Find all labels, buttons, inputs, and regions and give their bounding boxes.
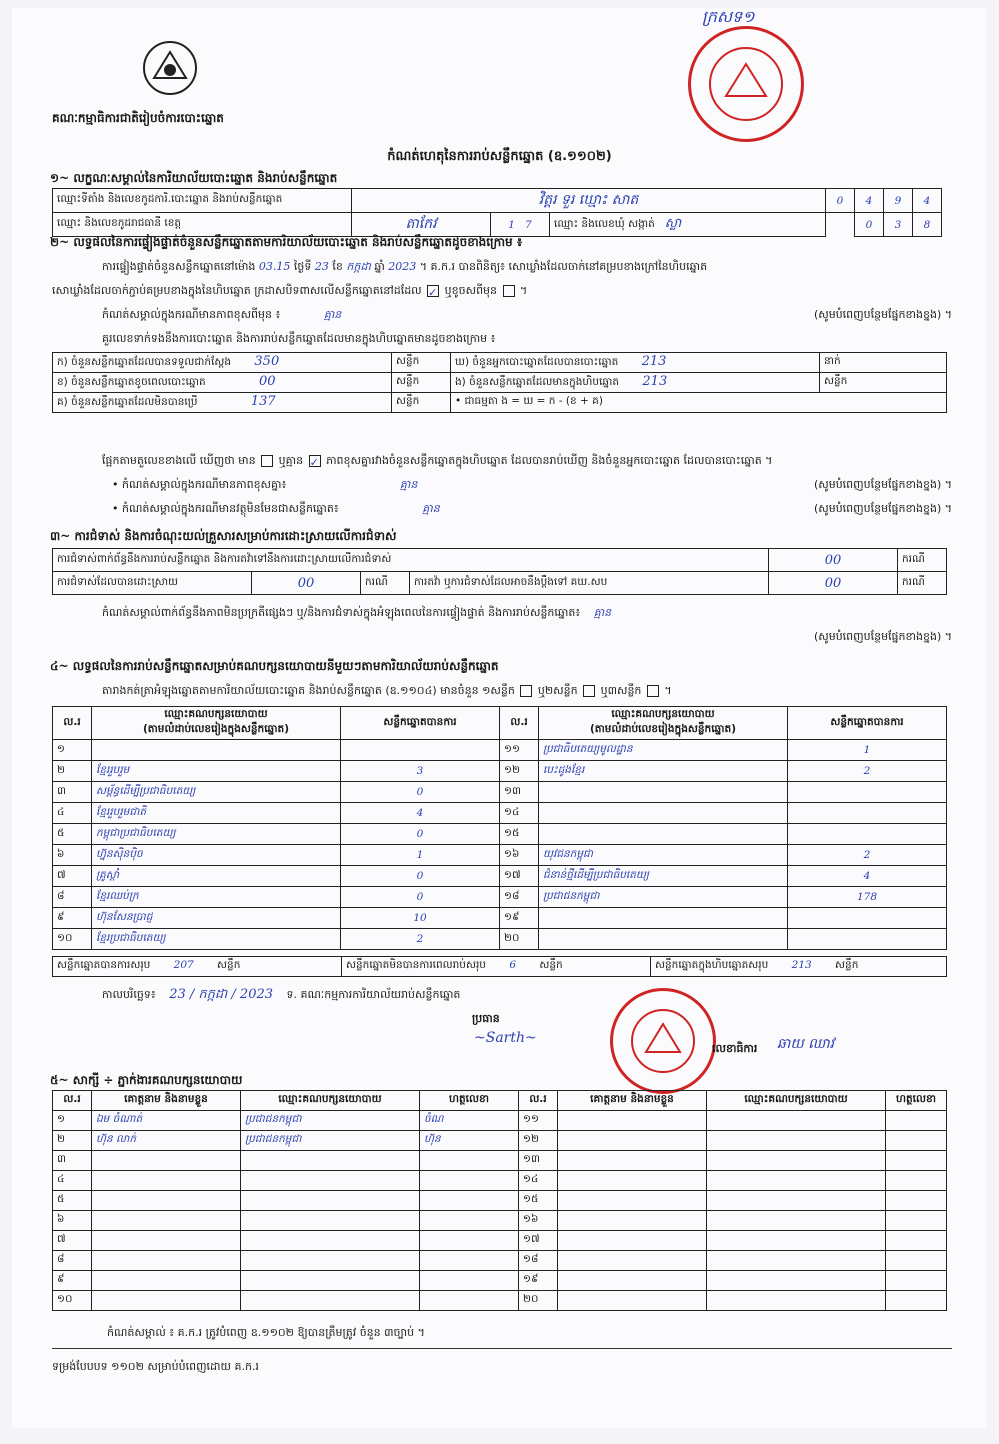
figure-b-label: ខ) ចំនួនសន្លឹកឆ្នោតខូចពេលបោះឆ្នោត [57,376,206,388]
party-name: ខ្មែរឈប់ក្រ [92,887,341,908]
figure-d-label: ឃ) ចំនួនអ្នកបោះឆ្នោតដែលបានបោះឆ្នោត [455,356,619,368]
col-no: ល.រ [519,1091,558,1111]
row-number: ៩ [53,908,92,929]
vote-count: 4 [788,866,947,887]
section-1-table [52,188,942,237]
section-1-heading: ១~ លក្ខណៈសម្គាល់នៃការិយាល័យបោះឆ្នោត និងរាប់សន្លឹកឆ្នោត [50,171,338,185]
secretary-label: លេខាធិការ [712,1042,758,1055]
case-unit: ករណី [361,572,410,595]
row-number: ២០ [519,1291,558,1311]
witness-party [241,1171,420,1191]
witness-party [707,1211,886,1231]
fill-note: (សូមបំពេញបន្ថែមផ្នែកខាងខ្នង) ។ [813,478,952,491]
bullet-note-1: • កំណត់សម្គាល់ក្នុងករណីមានភាពខុសគ្នា៖ គ្មាន (សូមបំពេញបន្ថែមផ្នែកខាងខ្នង) ។ [112,478,962,494]
witness-party [707,1171,886,1191]
vote-count: 10 [341,908,500,929]
figure-c-label: គ) ចំនួនសន្លឹកឆ្នោតដែលមិនបានប្រើ [57,396,198,408]
form-note: ទម្រង់បែបបទ ១១០២ សម្រាប់បំពេញដោយ គ.ក.រ [52,1360,259,1373]
checkbox-one-sheet[interactable] [520,685,532,697]
col-no: ល.រ [53,707,92,740]
verify-month: កក្កដា [346,260,371,273]
witness-party [241,1291,420,1311]
witness-party [241,1271,420,1291]
vote-count: 0 [341,866,500,887]
witness-party [707,1291,886,1311]
witness-name [558,1271,707,1291]
location-code-digit: 4 [913,189,942,213]
table-row [53,929,947,950]
col-no: ល.រ [53,1091,92,1111]
verification-line-1: ការផ្ទៀងផ្ទាត់ចំនួនសន្លឹកឆ្នោតនៅម៉ោង 03.15 ថ្ងៃទី 23 ខែ កក្កដា ឆ្នាំ 2023 ។ គ.ក.រ បានពិនិត្យ៖ សោឃ្លាំងដែលចាក់នៅគម្របខាងក្រៅនៃហិបឆ្នោត [102,260,708,273]
witness-name [92,1211,241,1231]
witness-signature [886,1251,947,1271]
form-page [12,8,987,1428]
checkbox-two-sheets[interactable] [583,685,595,697]
witness-party [241,1191,420,1211]
complaint-row-2b-label: ការតវ៉ា ឬការជំទាស់ដែលអាចនឹងប្តឹងទៅ គឃ.សប [410,572,769,595]
witness-name [92,1231,241,1251]
witness-signature [886,1151,947,1171]
party-name [539,824,788,845]
unit-label: សន្លឹក [392,373,451,393]
witness-party [241,1231,420,1251]
col-name: គោត្តនាម និងនាមខ្លួន [558,1091,707,1111]
commune-label: ឈ្មោះ និងលេខឃុំ សង្កាត់ [554,218,655,230]
witness-name [558,1191,707,1211]
discrepancy-line: ផ្អែកតាមតួលេខខាងលើ ឃើញថា មាន ឬគ្មាន ✓ ភាពខុសគ្នារវាងចំនួនសន្លឹកឆ្នោតក្នុងហិបឆ្នោត ដែលបានរាប់ឃើញ និងចំនួនអ្នកបោះឆ្នោត ដែលបានបោះឆ្នោត ។ [102,454,773,469]
vote-count: 1 [341,845,500,866]
row-number: ១៩ [500,908,539,929]
row-number: ១២ [500,761,539,782]
witness-name [558,1291,707,1311]
witness-name: ឯម ចំណាត់ [92,1111,241,1131]
witness-name [92,1291,241,1311]
row-number: ១៩ [519,1271,558,1291]
vote-count: 2 [788,761,947,782]
row-number: ១០ [53,1291,92,1311]
party-name: ខ្មែររួបរួមជាតិ [92,803,341,824]
witness-signature [886,1271,947,1291]
complaint-row-2-label: ការជំទាស់ដែលបានដោះស្រាយ [53,572,252,595]
row-number: ១១ [500,740,539,761]
col-name: គោត្តនាម និងនាមខ្លួន [92,1091,241,1111]
fill-note: (សូមបំពេញបន្ថែមផ្នែកខាងខ្នង) ។ [813,502,952,515]
row-number: ១៥ [500,824,539,845]
table-row [53,887,947,908]
party-name [539,803,788,824]
row-number: ២០ [500,929,539,950]
vote-count [788,782,947,803]
checkbox-changed[interactable] [503,285,515,297]
row-number: ៤ [53,1171,92,1191]
location-code-digit: 4 [855,189,884,213]
commune-code-digit: 3 [884,213,913,237]
party-name: ប្រជាជនកម្ពុជា [539,887,788,908]
footer-divider [52,1348,952,1349]
complaint-row-2b-value: 00 [769,572,898,595]
table-row [53,824,947,845]
witness-signature [420,1291,519,1311]
witness-table [52,1090,947,1311]
official-stamp-bottom [610,988,716,1094]
checkbox-has-discrepancy[interactable] [261,455,273,467]
ballot-figures-table [52,352,947,413]
figure-a-label: ក) ចំនួនសន្លឹកឆ្នោតដែលបានទទួលជាក់ស្តែង [57,356,232,368]
witness-name [92,1271,241,1291]
irregularity-note: កំណត់សម្គាល់ពាក់ព័ន្ធនឹងភាពមិនប្រក្រតីផ្សេងៗ ឬ/និងការជំទាស់ក្នុងអំឡុងពេលនៃការផ្ទៀងផ្ទាត់ និងការរាប់សន្លឹកឆ្នោត៖ គ្មាន [102,606,612,619]
total-in-box: 213 [791,959,812,971]
location-code-digit: 0 [826,189,855,213]
col-party: ឈ្មោះគណបក្សនយោបាយ [241,1091,420,1111]
province-value: តាកែវ [352,213,491,237]
party-name [539,908,788,929]
unit-label: នាក់ [820,353,947,373]
row-number: ១៤ [519,1171,558,1191]
verify-day: 23 [314,260,329,273]
table-row [53,1271,947,1291]
col-no: ល.រ [500,707,539,740]
row-number: ១៥ [519,1191,558,1211]
party-results-table [52,706,947,950]
tally-sheet-line: តារាងកត់ត្រាអំឡុងឆ្នោតតាមការិយាល័យបោះឆ្នោត និងរាប់សន្លឹកឆ្នោត (ឧ.១១០៤) មានចំនួន ១សន្លឹក ឬ២សន្លឹក ឬ៣សន្លឹក ។ [102,684,672,697]
table-row [53,1291,947,1311]
figure-b-value: 00 [259,374,276,389]
vote-count: 4 [341,803,500,824]
witness-name [558,1131,707,1151]
witness-signature [886,1211,947,1231]
formula: • ជាធម្មតា ង = ឃ = ក - (ខ + គ) [451,393,947,413]
commune-cell [550,213,826,237]
bullet-note-2: • កំណត់សម្គាល់ក្នុងករណីមានវត្ថុមិនមែនជាសន្លឹកឆ្នោត៖ គ្មាន (សូមបំពេញបន្ថែមផ្នែកខាងខ្នង) ។ [112,502,962,518]
table-row [53,782,947,803]
row-number: ១៧ [500,866,539,887]
row-number: ១២ [519,1131,558,1151]
witness-party: ប្រជាជនកម្ពុជា [241,1131,420,1151]
witness-name [558,1231,707,1251]
witness-signature [420,1151,519,1171]
irregularity-note-value: គ្មាន [593,606,612,619]
secretary-signature: ឆាយ ឈាវ [777,1036,835,1052]
figure-a-value: 350 [254,354,280,369]
party-name: ជំនាន់ថ្មីដើម្បីប្រជាធិបតេយ្យ [539,866,788,887]
row-number: ៨ [53,1251,92,1271]
witness-name [92,1151,241,1171]
witness-party [707,1251,886,1271]
table-row [53,1151,947,1171]
totals-row: សន្លឹកឆ្នោតបានការសរុប 207 សន្លឹក សន្លឹកឆ្នោតមិនបានការពេលរាប់សរុប 6 សន្លឹក សន្លឹកឆ្នោតក្នុងហិបឆ្នោតសរុប 213 សន្លឹក [52,956,947,977]
checkbox-no-discrepancy[interactable]: ✓ [309,456,319,469]
witness-party: ប្រជាជនកម្ពុជា [241,1111,420,1131]
row-number: ១៣ [519,1151,558,1171]
vote-count [341,740,500,761]
row-number: ១៦ [500,845,539,866]
party-name [539,782,788,803]
location-value: វិត្តរ ទួរ ឃ្មោះ សាត [352,189,826,213]
witness-signature [420,1251,519,1271]
witness-signature [886,1131,947,1151]
complaint-row-1-label: ការជំទាស់ពាក់ព័ន្ធនឹងការរាប់សន្លឹកឆ្នោត និងការតវ៉ាទៅនឹងការដោះស្រាយលើការជំទាស់ [53,549,769,572]
witness-party [707,1151,886,1171]
witness-party [241,1251,420,1271]
party-name: គ្រូស្តាំ [92,866,341,887]
witness-signature: ចំណ [420,1111,519,1131]
table-row [53,908,947,929]
row-number: ៧ [53,1231,92,1251]
row-number: ១ [53,1111,92,1131]
witness-name [558,1171,707,1191]
party-name: បេះដូងខ្មែរ [539,761,788,782]
row-number: ១៨ [500,887,539,908]
col-sign: ហត្ថលេខា [420,1091,519,1111]
witness-party [241,1151,420,1171]
party-name: សម្ព័ន្ធដើម្បីប្រជាធិបតេយ្យ [92,782,341,803]
party-name [539,929,788,950]
table-row [53,866,947,887]
row-number: ៣ [53,782,92,803]
vote-count: 178 [788,887,947,908]
figure-c-value: 137 [250,394,276,409]
fill-note: (សូមបំពេញបន្ថែមផ្នែកខាងខ្នង) ។ [813,308,952,321]
witness-party [707,1111,886,1131]
complaint-row-2-value: 00 [252,572,361,595]
row-number: ១៨ [519,1251,558,1271]
witness-name [92,1251,241,1271]
section-5-heading: ៥~ សាក្សី ÷ ភ្នាក់ងារគណបក្សនយោបាយ [50,1073,243,1087]
col-votes: សន្លឹកឆ្នោតបានការ [788,707,947,740]
table-row [53,761,947,782]
row-number: ២ [53,1131,92,1151]
row-number: ៨ [53,887,92,908]
fill-note: (សូមបំពេញបន្ថែមផ្នែកខាងខ្នង) ។ [813,630,952,643]
table-row [53,740,947,761]
row-number: ៦ [53,1211,92,1231]
province-code: 1 7 [491,213,550,237]
table-row [53,845,947,866]
witness-signature [420,1231,519,1251]
date-line: កាលបរិច្ឆេទ៖ 23 / កក្កដា / 2023 ទ. គណៈកម្មការការិយាល័យរាប់សន្លឹកឆ្នោត [102,987,461,1002]
unit-label: សន្លឹក [392,393,451,413]
table-row [53,1251,947,1271]
vote-count: 1 [788,740,947,761]
vote-count: 2 [788,845,947,866]
witness-signature [886,1171,947,1191]
party-name [92,740,341,761]
vote-count: 0 [341,824,500,845]
witness-body [53,1111,947,1311]
col-sign: ហត្ថលេខា [886,1091,947,1111]
verification-line-2: សោឃ្លាំងដែលចាក់ភ្ជាប់គម្របខាងក្នុងនៃហិបឆ្នោត ក្រដាសបិទពាសលើសន្លឹកឆ្នោតនៅដដែល ✓ ឬខូចសពីមុន ។ [52,284,528,299]
table-row [53,1131,947,1151]
vote-count: 3 [341,761,500,782]
party-name: យុវជនកម្ពុជា [539,845,788,866]
commune-code-digit: 8 [913,213,942,237]
witness-signature: ហ៊ុន [420,1131,519,1151]
row-number: ៦ [53,845,92,866]
row-number: ១៤ [500,803,539,824]
official-stamp-top [688,26,804,142]
difference-note-value: គ្មាន [323,308,342,321]
case-unit: ករណី [898,549,947,572]
org-name: គណៈកម្មាធិការជាតិរៀបចំការបោះឆ្នោត [52,111,224,125]
vote-count [788,908,947,929]
figure-e-label: ង) ចំនួនសន្លឹកឆ្នោតដែលមានក្នុងហិបឆ្នោត [455,376,620,388]
row-number: ១៧ [519,1231,558,1251]
witness-party [241,1211,420,1231]
row-number: ១៦ [519,1211,558,1231]
case-unit: ករណី [898,572,947,595]
witness-name [558,1111,707,1131]
row-number: ១ [53,740,92,761]
witness-party [707,1191,886,1211]
col-votes: សន្លឹកឆ្នោតបានការ [341,707,500,740]
difference-note-row: កំណត់សម្គាល់ក្នុងករណីមានភាពខុសពីមុន ៖ គ្មាន (សូមបំពេញបន្ថែមផ្នែកខាងខ្នង) ។ [102,308,962,324]
row-number: ៥ [53,824,92,845]
chair-signature: ~Sarth~ [474,1030,537,1046]
witness-party [707,1131,886,1151]
verify-time: 03.15 [258,260,291,273]
commune-code-digit: 0 [855,213,884,237]
witness-name [558,1211,707,1231]
complaint-row-1-value: 00 [769,549,898,572]
figures-intro: គួរលេខទាក់ទងនឹងការបោះឆ្នោត និងការរាប់សន្លឹកឆ្នោតដែលមានក្នុងហិបឆ្នោតមានដូចខាងក្រោម ៖ [102,332,496,345]
row-number: ៩ [53,1271,92,1291]
table-row [53,803,947,824]
witness-signature [420,1191,519,1211]
location-label: ឈ្មោះទីតាំង និងលេខកូដការិ.បោះឆ្នោត និងរាប់សន្លឹកឆ្នោត [53,189,352,213]
figure-e-value: 213 [642,374,668,389]
document-title: កំណត់ហេតុនៃការរាប់សន្លឹកឆ្នោត (ឧ.១១០២) [387,149,612,164]
witness-signature [886,1231,947,1251]
witness-signature [420,1271,519,1291]
row-number: ២ [53,761,92,782]
witness-name [558,1251,707,1271]
witness-signature [886,1111,947,1131]
col-party: ឈ្មោះគណបក្សនយោបាយ [707,1091,886,1111]
row-number: ៥ [53,1191,92,1211]
party-name: ប្រជាធិបតេយ្យមូលដ្ឋាន [539,740,788,761]
witness-party [707,1231,886,1251]
party-name: ខ្មែរ​រួបរួម [92,761,341,782]
row-number: ១១ [519,1111,558,1131]
party-name: ខ្មែរប្រជាធិបតេយ្យ [92,929,341,950]
vote-count: 2 [341,929,500,950]
table-row [53,1171,947,1191]
bullet-note-1-value: គ្មាន [399,478,418,491]
section-2-heading: ២~ លទ្ធផលនៃការផ្ទៀងផ្ទាត់ចំនួនសន្លឹកឆ្នោតតាមការិយាល័យបោះឆ្នោត និងរាប់សន្លឹកឆ្នោតដូចខាងក្រោម ៖ [50,235,523,249]
figure-d-value: 213 [641,354,667,369]
table-row [53,1111,947,1131]
party-name: ហ្វ៊ុនស៊ិនប៉ិច [92,845,341,866]
witness-signature [886,1191,947,1211]
footnote: កំណត់សម្គាល់ ៖ គ.ក.រ ត្រូវបំពេញ ឧ.១១០២ ឱ្យបានត្រឹមត្រូវ ចំនួន ៣ច្បាប់ ។ [107,1326,425,1339]
witness-party [707,1271,886,1291]
checkbox-unchanged[interactable]: ✓ [428,286,438,299]
complaints-table [52,548,947,595]
witness-signature [420,1211,519,1231]
witness-name [92,1191,241,1211]
witness-name [92,1171,241,1191]
table-row [53,1191,947,1211]
row-number: ៧ [53,866,92,887]
vote-count [788,929,947,950]
row-number: ៤ [53,803,92,824]
party-name: ហ៊ុនសែនប្រាជ្ញ [92,908,341,929]
party-results-body [53,740,947,950]
col-party: ឈ្មោះគណបក្សនយោបាយ (តាមលំដាប់លេខរៀងក្នុងសន្លឹកឆ្នោត) [92,707,341,740]
col-party: ឈ្មោះគណបក្សនយោបាយ (តាមលំដាប់លេខរៀងក្នុងសន្លឹកឆ្នោត) [539,707,788,740]
verify-year: 2023 [388,260,417,273]
chair-label: ប្រធាន [472,1012,500,1025]
row-number: ៣ [53,1151,92,1171]
corner-note: ក្រសទ១ [702,7,755,26]
section-4-heading: ៤~ លទ្ធផលនៃការរាប់សន្លឹកឆ្នោតសម្រាប់គណបក្សនយោបាយនីមួយៗតាមការិយាល័យរាប់សន្លឹកឆ្នោត [50,659,499,673]
row-number: ១០ [53,929,92,950]
bullet-note-2-value: គ្មាន [422,502,440,515]
witness-signature [420,1171,519,1191]
table-row [53,1231,947,1251]
vote-count: 0 [341,782,500,803]
vote-count [788,824,947,845]
vote-count [788,803,947,824]
party-name: កម្ពុជាប្រជាធិបតេយ្យ [92,824,341,845]
witness-name: ហ៊ុន លាក់ [92,1131,241,1151]
vote-count: 0 [341,887,500,908]
date-value: 23 / កក្កដា / 2023 [169,987,274,1002]
row-number: ១៣ [500,782,539,803]
unit-label: សន្លឹក [392,353,451,373]
province-label: ឈ្មោះ និងលេខកូដរាជធានី ខេត្ត [53,213,352,237]
location-code-digit: 9 [884,189,913,213]
witness-name [558,1151,707,1171]
unit-label: សន្លឹក [820,373,947,393]
emblem-logo [140,38,200,98]
witness-signature [886,1291,947,1311]
section-3-heading: ៣~ ការជំទាស់ និងការចំណុះយល់គ្រួសារសម្រាប់ការដោះស្រាយលើការជំទាស់ [50,529,397,543]
table-row [53,1211,947,1231]
checkbox-three-sheets[interactable] [647,685,659,697]
total-valid: 207 [173,959,194,971]
commune-value: ស្លា [664,216,682,231]
total-invalid: 6 [509,959,516,971]
